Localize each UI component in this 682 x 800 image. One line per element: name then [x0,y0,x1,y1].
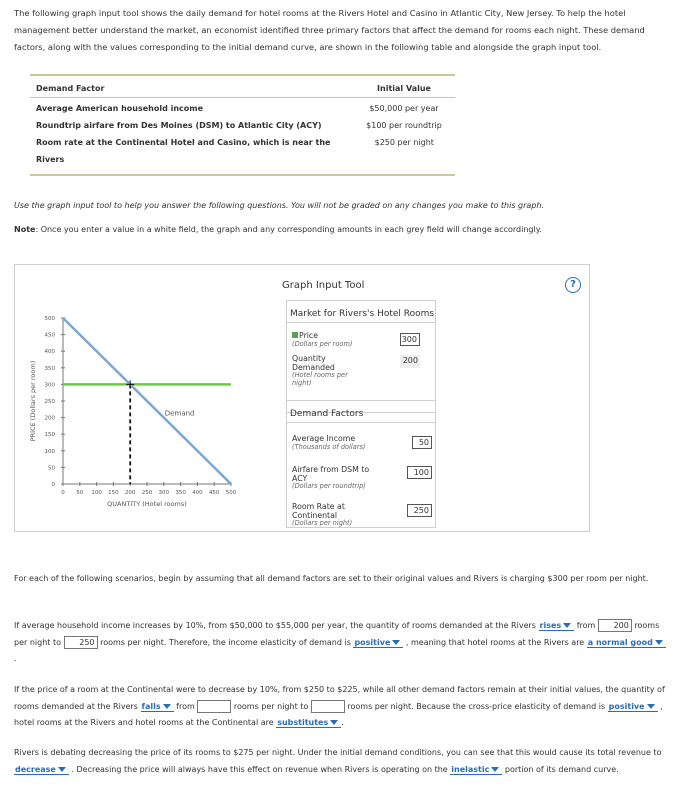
y-tick-label: 50 [48,465,55,472]
chevron-down-icon [163,704,171,709]
y-tick-label: 150 [44,432,55,439]
chevron-down-icon [655,640,663,645]
chevron-down-icon [58,767,66,772]
s1-text-1: If average household income increases by 10%, from $50,000 to $55,000 per year, the quantity of rooms demanded at the Rivers [14,621,536,630]
chevron-down-icon [491,767,499,772]
scenario-2 [14,682,668,732]
y-tick-label: 250 [44,399,55,405]
use-note: Use the graph input tool to help you answer the following questions. You will not be graded on any changes you make to this graph. [14,201,544,210]
value-airfare: $100 per roundtrip [366,121,442,130]
factor-room-rate: Room rate at the Continental Hotel and Casino, which is near the Rivers [36,138,331,164]
market-panel [286,300,436,413]
y-tick-label: 300 [44,382,55,389]
header-demand-factor: Demand Factor [36,84,105,93]
note [14,225,542,234]
qty-label: Quantity Demanded [292,354,335,372]
s1-text-2: from [576,621,596,630]
y-tick-label: 100 [44,448,55,455]
table-row [30,134,455,168]
x-tick-label: 500 [225,490,237,496]
chevron-down-icon [647,704,655,709]
help-icon[interactable]: ? [565,277,581,293]
price-sub: (Dollars per room) [292,339,353,348]
s1-dropdown-sign[interactable]: positive [353,638,403,648]
x-tick-label: 300 [158,490,170,496]
qty-field: 200 [400,355,420,368]
rate-label: Room Rate at Continental [292,502,345,520]
s3-dropdown-revenue[interactable]: decrease [14,765,69,775]
x-tick-label: 150 [108,490,119,496]
s2-text-3: rooms per night to [233,701,309,711]
rate-sub: (Dollars per night) [292,519,353,527]
s1-input-to[interactable]: 250 [64,636,98,649]
scenario-3 [14,745,668,778]
value-room-rate: $250 per night [374,138,434,147]
y-tick-label: 400 [44,349,55,356]
x-tick-label: 400 [192,490,203,496]
income-sub: (Thousands of dollars) [292,442,366,451]
chevron-down-icon [392,640,400,645]
airfare-label: Airfare from DSM to ACY [292,465,370,483]
price-input[interactable]: 300 [400,333,420,346]
y-tick-label: 200 [44,415,55,422]
series-label: Demand [164,409,195,418]
s2-period: . [341,718,344,727]
income-input[interactable]: 50 [412,436,432,449]
s1-dropdown-good-type[interactable]: a normal good [587,638,666,648]
price-swatch-icon [292,332,298,338]
s3-text-3: portion of its demand curve. [504,764,619,774]
s3-dropdown-elasticity[interactable]: inelastic [450,765,502,775]
chevron-down-icon [563,623,571,628]
rate-input[interactable]: 250 [407,504,432,517]
intro-text: The following graph input tool shows the daily demand for hotel rooms at the Rivers Hotel and Casino in Atlantic City, New Jersey. To help the hotel management better understand the market, an economist identified three primary factors that affect the demand for rooms each night. These demand factors, along with the values corresponding to the initial demand curve, are shown in the following table and alongside the graph input tool. [14,8,645,52]
s2-input-from[interactable] [197,700,231,713]
airfare-sub: (Dollars per roundtrip) [292,482,366,490]
market-title: Market for Rivers's Hotel Rooms [287,301,435,323]
scenario-intro: For each of the following scenarios, begin by assuming that all demand factors are set to their original values and Rivers is charging $300 per room per night. [14,574,649,583]
y-tick-label: 350 [44,365,55,372]
x-tick-label: 450 [208,490,220,496]
scenario-1 [14,618,668,668]
s2-dropdown-sign[interactable]: positive [608,702,658,712]
graph-input-tool [14,264,590,532]
demand-line [63,318,231,484]
qty-sub: (Hotel rooms per night) [292,371,348,387]
y-axis-label: PRICE (Dollars per room) [29,360,37,442]
s1-dropdown-direction[interactable]: rises [539,621,575,631]
s3-text-2: . Decreasing the price will always have this effect on revenue when Rivers is operating on the [71,764,448,774]
s2-text-4: rooms per night. Because the cross-price elasticity of demand is [347,701,606,711]
s2-dropdown-direction[interactable]: falls [141,702,174,712]
price-label: Price [299,331,319,340]
income-label: Average Income [292,434,356,443]
airfare-input[interactable]: 100 [407,466,432,479]
s1-input-from[interactable]: 200 [598,619,632,632]
x-tick-label: 100 [91,490,102,496]
table-row [30,117,455,134]
demand-factor-table [30,74,455,176]
note-text: : Once you enter a value in a white field, the graph and any corresponding amounts in each grey field will change accordingly. [35,225,542,234]
note-label: Note [14,225,36,234]
header-initial-value: Initial Value [377,84,431,93]
s1-period: . [14,654,17,663]
tool-title: Graph Input Tool [282,280,365,291]
y-tick-label: 500 [44,316,55,322]
factor-income: Average American household income [36,104,204,113]
y-tick-label: 0 [51,482,55,488]
factors-title: Demand Factors [287,401,435,423]
x-tick-label: 50 [76,490,84,496]
demand-factors-panel [286,400,436,528]
s1-text-3: rooms per night to [14,621,660,647]
x-tick-label: 250 [141,490,153,496]
table-row [30,100,455,117]
factor-airfare: Roundtrip airfare from Des Moines (DSM) to Atlantic City (ACY) [36,121,322,130]
x-tick-label: 0 [61,490,65,496]
s2-input-to[interactable] [311,700,345,713]
s1-text-5: , meaning that hotel rooms at the Rivers are [405,637,585,647]
value-income: $50,000 per year [369,104,439,113]
s2-text-5: , hotel rooms at the Rivers and hotel rooms at the Continental are [14,701,663,727]
s1-text-4: rooms per night. Therefore, the income elasticity of demand is [100,637,351,647]
s2-dropdown-relationship[interactable]: substitutes [276,718,341,728]
s3-text-1: Rivers is debating decreasing the price of its rooms to $275 per night. Under the initial demand conditions, you can see that this would cause its total revenue to [14,748,662,757]
demand-chart[interactable] [15,265,265,533]
s2-text-2: from [176,701,195,711]
chevron-down-icon [330,720,338,725]
x-tick-label: 200 [124,490,136,496]
x-axis-label: QUANTITY (Hotel rooms) [107,500,187,508]
s2-text-1: If the price of a room at the Continental were to decrease by 10%, from $250 to $225, while all other demand factors remain at their initial values, the quantity of rooms demanded at the Rivers [14,685,665,711]
x-tick-label: 350 [175,490,186,496]
y-tick-label: 450 [44,332,55,339]
